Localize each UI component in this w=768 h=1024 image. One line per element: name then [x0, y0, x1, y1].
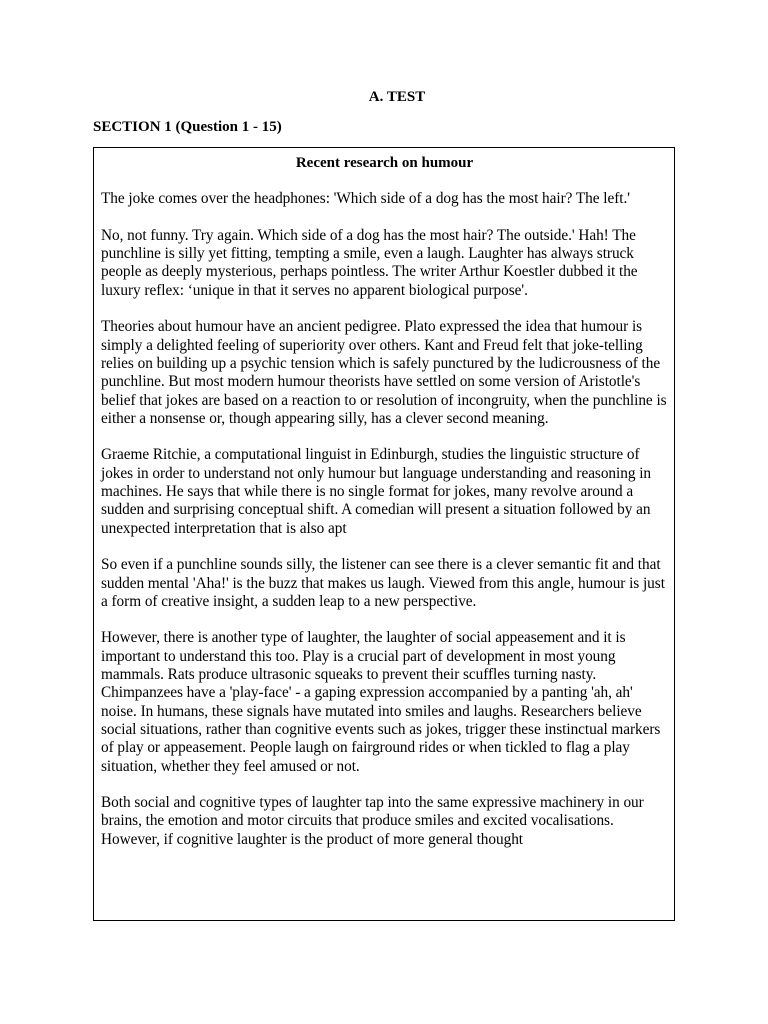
passage-paragraph: Theories about humour have an ancient pedigree. Plato expressed the idea that humour is simply a delighted feeling of superiority over others. Kant and Freud felt that joke-telling relies on building up a psychic tension which is safely punctured by the ludicrousness of the punchline. But most modern humour theorists have settled on some version of Aristotle's belief that jokes are based on a reaction to or resolution of incongruity, when the punchline is either a nonsense or, though appearing silly, has a clever second meaning.	[101, 318, 667, 427]
passage-paragraph: Both social and cognitive types of laughter tap into the same expressive machinery in our brains, the emotion and motor circuits that produce smiles and excited vocalisations. However, if cognitive laughter is the product of more general thought	[101, 794, 644, 848]
section-heading: SECTION 1 (Question 1 - 15)	[93, 119, 282, 135]
passage-paragraph: The joke comes over the headphones: 'Which side of a dog has the most hair? The left.'	[101, 190, 630, 208]
passage-paragraph: Graeme Ritchie, a computational linguist in Edinburgh, studies the linguistic structure of jokes in order to understand not only humour but language understanding and reasoning in machines. He says that while there is no single format for jokes, many revolve around a sudden and surprising conceptual shift. A comedian will present a situation followed by an unexpected interpretation that is also apt	[101, 446, 652, 537]
reading-passage	[93, 147, 675, 921]
passage-paragraph: No, not funny. Try again. Which side of a dog has the most hair? The outside.' Hah! The punchline is silly yet fitting, tempting a smile, even a laugh. Laughter has always struck people as deeply mysterious, perhaps pointless. The writer Arthur Koestler dubbed it the luxury reflex: ‘unique in that it serves no apparent biological purpose'.	[101, 226, 638, 299]
passage-title: Recent research on humour	[295, 155, 474, 171]
page-title	[0, 87, 768, 107]
passage-paragraph: So even if a punchline sounds silly, the listener can see there is a clever semantic fit and that sudden mental 'Aha!' is the buzz that makes us laugh. Viewed from this angle, humour is just a form of creative insight, a sudden leap to a new perspective.	[101, 556, 665, 610]
passage-paragraph: However, there is another type of laughter, the laughter of social appeasement and it is important to understand this too. Play is a crucial part of development in most young mammals. Rats produce ultrasonic squeaks to prevent their scuffles turning nasty. Chimpanzees have a 'play-face' - a gaping expression accompanied by a panting 'ah, ah' noise. In humans, these signals have mutated into smiles and laughs. Researchers believe social situations, rather than cognitive events such as jokes, trigger these instinctual markers of play or appeasement. People laugh on fairground rides or when tickled to flag a play situation, whether they feel amused or not.	[101, 629, 661, 775]
test-heading: A. TEST	[368, 89, 426, 105]
